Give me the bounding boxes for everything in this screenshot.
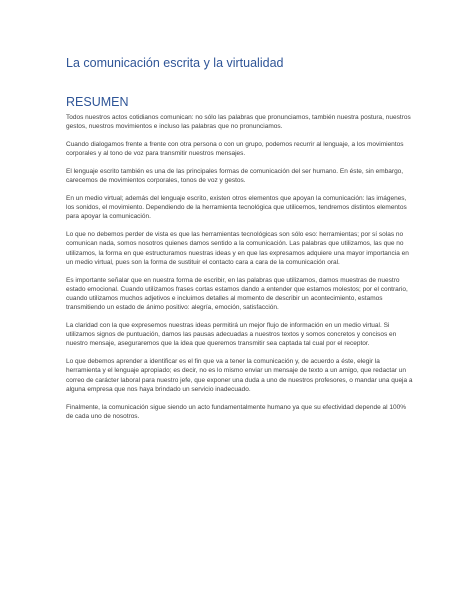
paragraph: La claridad con la que expresemos nuestras ideas permitirá un mejor flujo de información en un medio virtual. Si utilizamos signos de puntuación, damos las pausas adecuadas a nuestros textos y somos concretos y concisos en nuestro mensaje, aseguraremos que la idea que queremos transmitir sea captada tal cual por el receptor.: [66, 322, 397, 348]
paragraph: En un medio virtual; además del lenguaje escrito, existen otros elementos que apoyan la comunicación: las imágenes, los sonidos, el movimiento. Dependiendo de la herramienta tecnológica que utilicemos, tendremos distintos elementos para apoyar la comunicación.: [66, 195, 407, 221]
paragraph: Es importante señalar que en nuestra forma de escribir, en las palabras que utilizamos, damos muestras de nuestro estado emocional. Cuando utilizamos frases cortas estamos dando a entender que estamos molestos; por el contrario, cuando utilizamos muchos adjetivos e incluimos detalles al momento de describir un acontecimiento, estamos transmitiendo un estado de ánimo positivo: alegría, emoción, satisfacción.: [66, 276, 408, 312]
paragraph: El lenguaje escrito también es una de las principales formas de comunicación del ser humano. En éste, sin embargo, carecemos de movimientos corporales, tonos de voz y gestos.: [66, 168, 404, 185]
paragraph: Lo que debemos aprender a identificar es el fin que va a tener la comunicación y, de acuerdo a éste, elegir la herramienta y el lenguaje apropiado; es decir, no es lo mismo enviar un mensaje de texto a un amigo, que redactar un correo de carácter laboral para nuestro jefe, que exponer una duda a uno de nuestros profesores, o mandar una queja a alguna empresa que nos haya brindado un servicio inadecuado.: [66, 358, 413, 393]
paragraph: Cuando dialogamos frente a frente con otra persona o con un grupo, podemos recurrir al lenguaje, a los movimientos corporales y al tono de voz para transmitir nuestros mensajes.: [66, 141, 404, 158]
paragraph: Lo que no debemos perder de vista es que las herramientas tecnológicas son sólo eso: herramientas; por sí solas no comunican nada, somos nosotros quienes damos sentido a la comunicación. Las palabras que utilizamos, las que no utilizamos, la forma en que estructuramos nuestras ideas y en que las expresamos adquiere una mayor importancia en un medio virtual, pues son la forma de sustituir el contacto cara a cara de la comunicación oral.: [66, 231, 409, 266]
section-heading: RESUMEN: [66, 95, 129, 109]
paragraph: Todos nuestros actos cotidianos comunican: no sólo las palabras que pronunciamos, también nuestra postura, nuestros gestos, nuestros movimientos e incluso las palabras que no pronunciamos.: [66, 114, 411, 131]
paragraph: Finalmente, la comunicación sigue siendo un acto fundamentalmente humano ya que su efectividad depende al 100% de cada uno de nosotros.: [66, 403, 407, 420]
document-title: La comunicación escrita y la virtualidad: [66, 56, 284, 70]
document-body: [66, 113, 414, 430]
